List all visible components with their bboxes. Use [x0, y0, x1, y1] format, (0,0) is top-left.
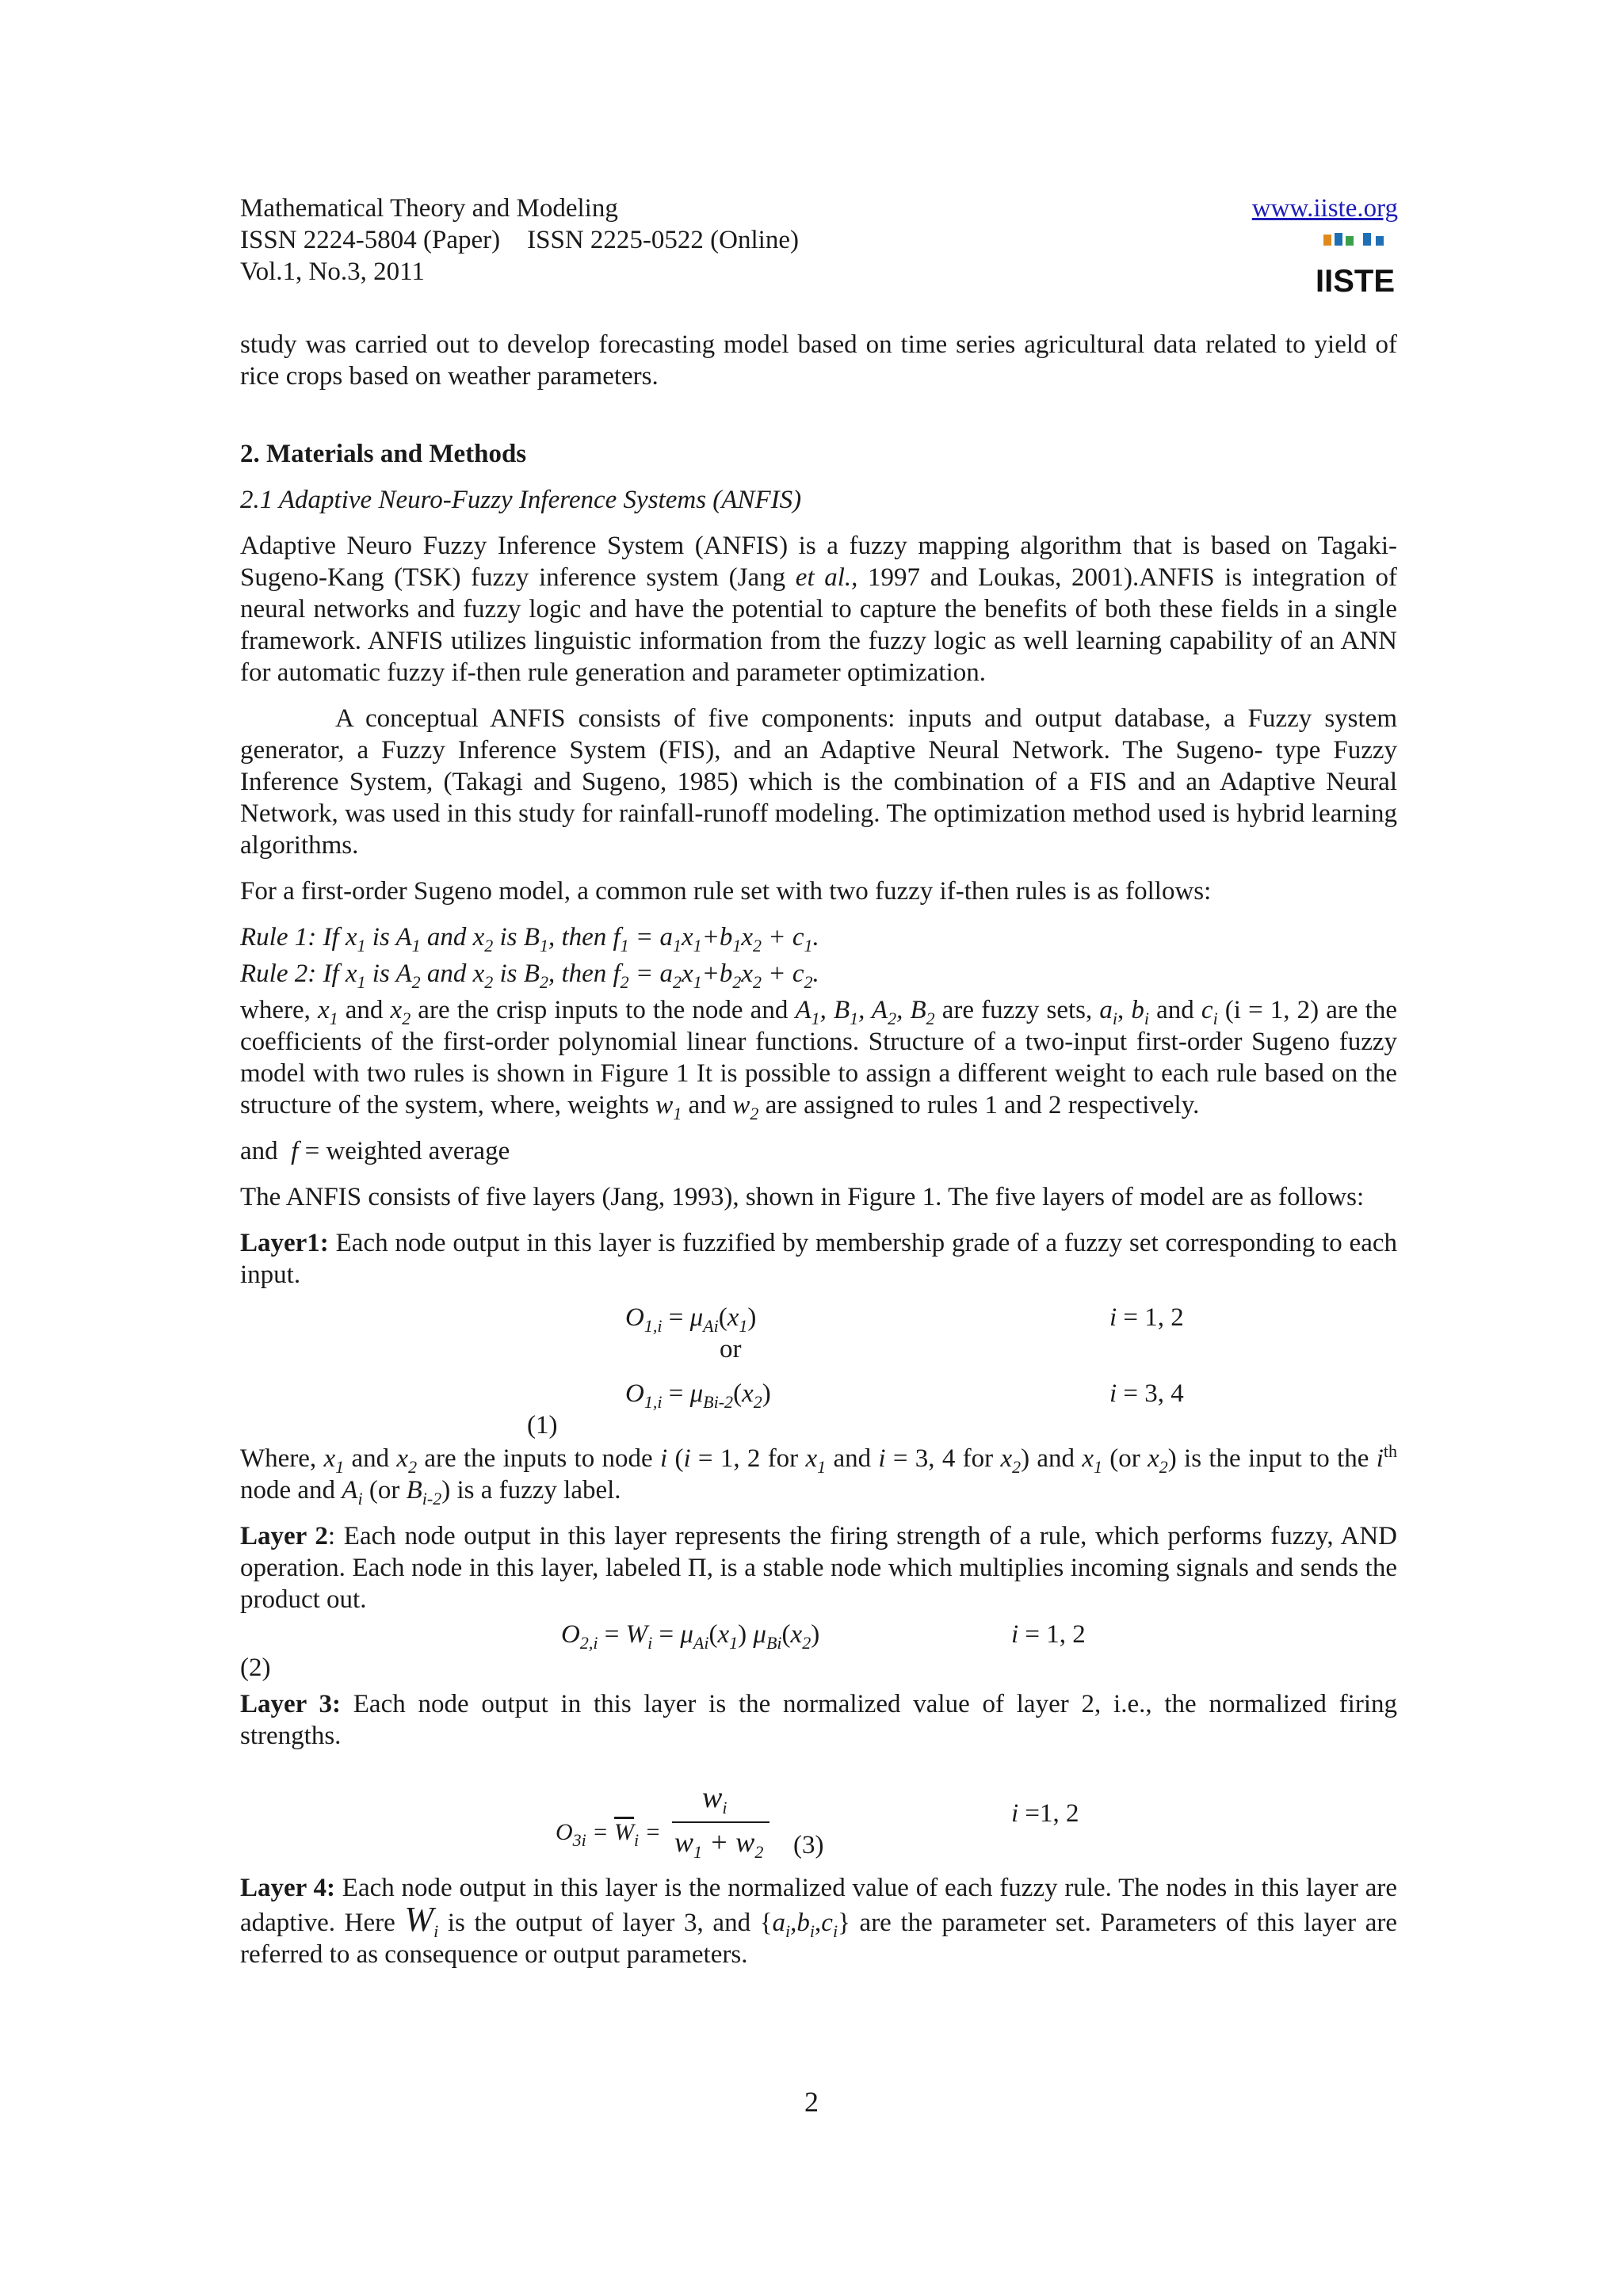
equation-2-number: (2): [240, 1653, 271, 1682]
equation-1-block: [240, 1291, 1397, 1443]
paragraph-five-layers: The ANFIS consists of five layers (Jang, 1993), shown in Figure 1. The five layers of model are as follows:: [240, 1183, 1365, 1211]
paragraph-anfis-intro: Adaptive Neuro Fuzzy Inference System (ANFIS) is a fuzzy mapping algorithm that is based on Tagaki-Sugeno-Kang (TSK) fuzzy inference system (Jang et al., 1997 and Loukas, 2001).ANFIS is integration of neural networks and fuzzy logic and have the potential to capture the benefits of both these fields in a single framework. ANFIS utilizes linguistic information from the fuzzy logic as well learning capability of an ANN for automatic fuzzy if-then rule generation and parameter optimization.: [240, 532, 1397, 687]
layer-4-description: Layer 4: Each node output in this layer is the normalized value of each fuzzy rule. The nodes in this layer are adaptive. Here $W_i$ is the output of layer 3, and $\{a_i,b_i,c_i\}$ are the parameter set. Parameters of this layer are referred to as consequence or output parameters.: [240, 1874, 1397, 1969]
paragraph-weighted-average: and f = weighted average: [240, 1137, 510, 1165]
issn-line: [240, 224, 826, 256]
equation-1a: $O_{1,i} = \mu_{Ai}(x_1)$: [625, 1303, 757, 1336]
issn-online: ISSN 2225-0522 (Online): [527, 226, 799, 254]
equation-1a-range: i = 1, 2: [1109, 1303, 1184, 1332]
equation-2-block: [240, 1615, 1397, 1688]
paragraph-where-coefficients: where, $x_1$ and $x_2$ are the crisp inputs to the node and $A_1$, $B_1$, $A_2$, $B_2$ are fuzzy sets, $a_i$, $b_i$ and $c_i$ (i = 1, 2) are the coefficients of the first-order polynomial linear functions. Structure of a two-input first-order Sugeno fuzzy model with two rules is shown in Figure 1 It is possible to assign a different weight to each rule based on the structure of the system, where, weights $w_1$ and $w_2$ are assigned to rules 1 and 2 respectively.: [240, 996, 1397, 1123]
equation-2: $O_{2,i} = W_i = \mu_{Ai}(x_1)$ $\mu_{Bi}(x_2)$: [561, 1620, 820, 1653]
equation-3-number: (3): [793, 1831, 824, 1859]
volume-info: Vol.1, No.3, 2011: [240, 257, 425, 286]
subsection-heading: 2.1 Adaptive Neuro-Fuzzy Inference Systems (ANFIS): [240, 486, 802, 514]
journal-header: [240, 193, 826, 288]
intro-paragraph: study was carried out to develop forecasting model based on time series agricultural data related to yield of rice crops based on weather parameters.: [240, 330, 1397, 391]
equation-3-block: [240, 1752, 1397, 1864]
article-body: [240, 329, 1397, 1970]
layer-1-description: Layer1: Each node output in this layer is fuzzified by membership grade of a fuzzy set corresponding to each input.: [240, 1229, 1397, 1289]
issn-paper: ISSN 2224-5804 (Paper): [240, 226, 501, 254]
equation-1b: $O_{1,i} = \mu_{Bi-2}(x_2)$: [625, 1379, 771, 1412]
equation-3-fraction-bar: [672, 1821, 769, 1823]
iiste-logo: [1315, 231, 1396, 299]
logo-text: IISTE: [1315, 264, 1396, 299]
layer-2-description: Layer 2: Each node output in this layer represents the firing strength of a rule, which performs fuzzy, AND operation. Each node in this layer, labeled Π, is a stable node which multiplies incoming signals and sends the product out.: [240, 1522, 1397, 1614]
equation-or: or: [720, 1335, 742, 1363]
rule-1: Rule 1: If $x_1$ is $A_1$ and $x_2$ is $B_1$, then $f_1 = a_1x_1+b_1x_2 + c_1$.: [240, 923, 819, 955]
equation-3-range: i =1, 2: [1011, 1799, 1079, 1828]
rule-2: Rule 2: If $x_1$ is $A_2$ and $x_2$ is $B_2$, then $f_2 = a_2x_1+b_2x_2 + c_2$.: [240, 959, 819, 992]
journal-title: Mathematical Theory and Modeling: [240, 194, 618, 223]
equation-3-denominator: $w_1 + w_2$: [674, 1826, 764, 1862]
website-link[interactable]: www.iiste.org: [1251, 194, 1398, 223]
paragraph-anfis-components: A conceptual ANFIS consists of five components: inputs and output database, a Fuzzy system generator, a Fuzzy Inference System (FIS), and an Adaptive Neural Network. The Sugeno- type Fuzzy Inference System, (Takagi and Sugeno, 1985) which is the combination of a FIS and an Adaptive Neural Network, was used in this study for rainfall-runoff modeling. The optimization method used is hybrid learning algorithms.: [240, 704, 1397, 860]
equation-3-numerator: $w_i$: [702, 1781, 727, 1817]
paragraph-sugeno-model: For a first-order Sugeno model, a common rule set with two fuzzy if-then rules is as follows:: [240, 877, 1212, 906]
section-heading: 2. Materials and Methods: [240, 440, 527, 468]
page-number: 2: [804, 2086, 819, 2118]
paragraph-where-inputs: Where, $x_1$ and $x_2$ are the inputs to node i (i = 1, 2 for $x_1$ and i = 3, 4 for $x_2$) and $x_1$ (or $x_2$) is the input to the $i^{th}$ node and $A_i$ (or $B_{i-2}$) is a fuzzy label.: [240, 1441, 1398, 1508]
equation-1b-range: i = 3, 4: [1109, 1379, 1184, 1408]
equation-2-range: i = 1, 2: [1011, 1620, 1086, 1649]
layer-3-description: Layer 3: Each node output in this layer is the normalized value of layer 2, i.e., the normalized firing strengths.: [240, 1690, 1397, 1750]
equation-3-lhs: $O_{3i} = \overline{W}_i$ =: [556, 1819, 661, 1850]
equation-1-number: (1): [527, 1411, 558, 1440]
